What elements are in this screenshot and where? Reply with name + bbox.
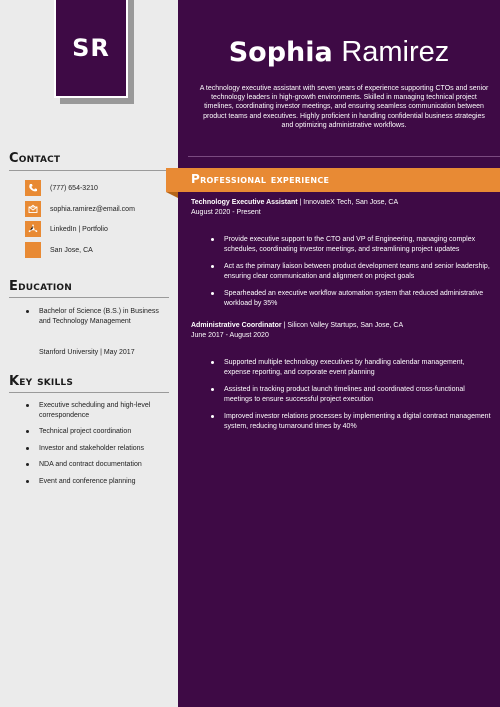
linkedin-network-icon [25, 221, 41, 237]
last-name: Ramirez [341, 36, 450, 68]
candidate-name [178, 36, 500, 69]
job-entry [191, 198, 491, 316]
contact-email [25, 201, 135, 217]
job-title: Technology Executive Assistant [191, 199, 298, 206]
skill-item: Investor and stakeholder relations [26, 444, 166, 454]
job-bullets [211, 358, 491, 431]
job-bullets [211, 235, 491, 308]
job-title-line [191, 198, 491, 208]
first-name: Sophia [228, 37, 333, 68]
monogram-initials: SR [72, 34, 110, 62]
job-company: | InnovateX Tech, San Jose, CA [297, 199, 399, 206]
job-bullet: Act as the primary liaison between product development teams and senior leadership, ensuring clear communication and alignment on project goals [211, 262, 491, 281]
phone-icon [25, 180, 41, 196]
location-pin-icon [25, 242, 41, 258]
contact-location [25, 242, 93, 258]
skill-item: Technical project coordination [26, 427, 166, 437]
skills-heading: Key skills [9, 374, 74, 389]
contact-divider [9, 170, 169, 171]
contact-phone [25, 180, 98, 196]
contact-links [25, 221, 108, 237]
profile-summary: A technology executive assistant with seven years of experience supporting CTOs and senior technology leaders in high-growth environments. Skilled in managing technical project timelines, coordinating investor meetings, and ensuring seamless communication between product teams and executives. Highly proficient in handling confidential business strategies and optimizing administrative workflows. [199, 85, 489, 129]
banner-fold [166, 192, 178, 198]
job-title: Administrative Coordinator [191, 322, 282, 329]
education-degree: Bachelor of Science (B.S.) in Business and Technology Management [26, 307, 166, 326]
email-icon [25, 201, 41, 217]
job-dates: June 2017 - August 2020 [191, 332, 269, 339]
job-bullet: Supported multiple technology executives by handling calendar management, expense reporting, and corporate event planning [211, 358, 491, 377]
education-divider [9, 297, 169, 298]
education-list [26, 307, 166, 333]
header-divider [188, 156, 500, 157]
skill-item: Event and conference planning [26, 477, 166, 487]
linkedin-portfolio-link[interactable]: LinkedIn | Portfolio [50, 225, 108, 233]
skills-divider [9, 392, 169, 393]
skills-list [26, 401, 166, 493]
job-bullet: Improved investor relations processes by implementing a digital contract management system, reducing turnaround times by 40% [211, 412, 491, 431]
email-address[interactable]: sophia.ramirez@email.com [50, 205, 135, 213]
education-heading: Education [9, 279, 73, 294]
job-bullet: Provide executive support to the CTO and VP of Engineering, managing complex schedules, coordinating investor meetings, and streamlining project updates [211, 235, 491, 254]
job-dates: August 2020 - Present [191, 209, 261, 216]
skill-item: Executive scheduling and high-level correspondence [26, 401, 166, 420]
job-bullet: Assisted in tracking product launch timelines and coordinated cross-functional meetings to ensure successful project execution [211, 385, 491, 404]
job-company: | Silicon Valley Startups, San Jose, CA [281, 322, 404, 329]
phone-number[interactable]: (777) 654-3210 [50, 184, 98, 192]
job-entry [191, 321, 491, 439]
job-bullet: Spearheaded an executive workflow automation system that reduced administrative workload by 35% [211, 289, 491, 308]
experience-heading: Professional experience [191, 172, 330, 186]
job-title-line [191, 321, 491, 331]
skill-item: NDA and contract documentation [26, 460, 166, 470]
contact-heading: Contact [9, 151, 61, 166]
location-text: San Jose, CA [50, 246, 93, 254]
education-school: Stanford University | May 2017 [39, 349, 135, 356]
monogram-box [54, 0, 128, 98]
